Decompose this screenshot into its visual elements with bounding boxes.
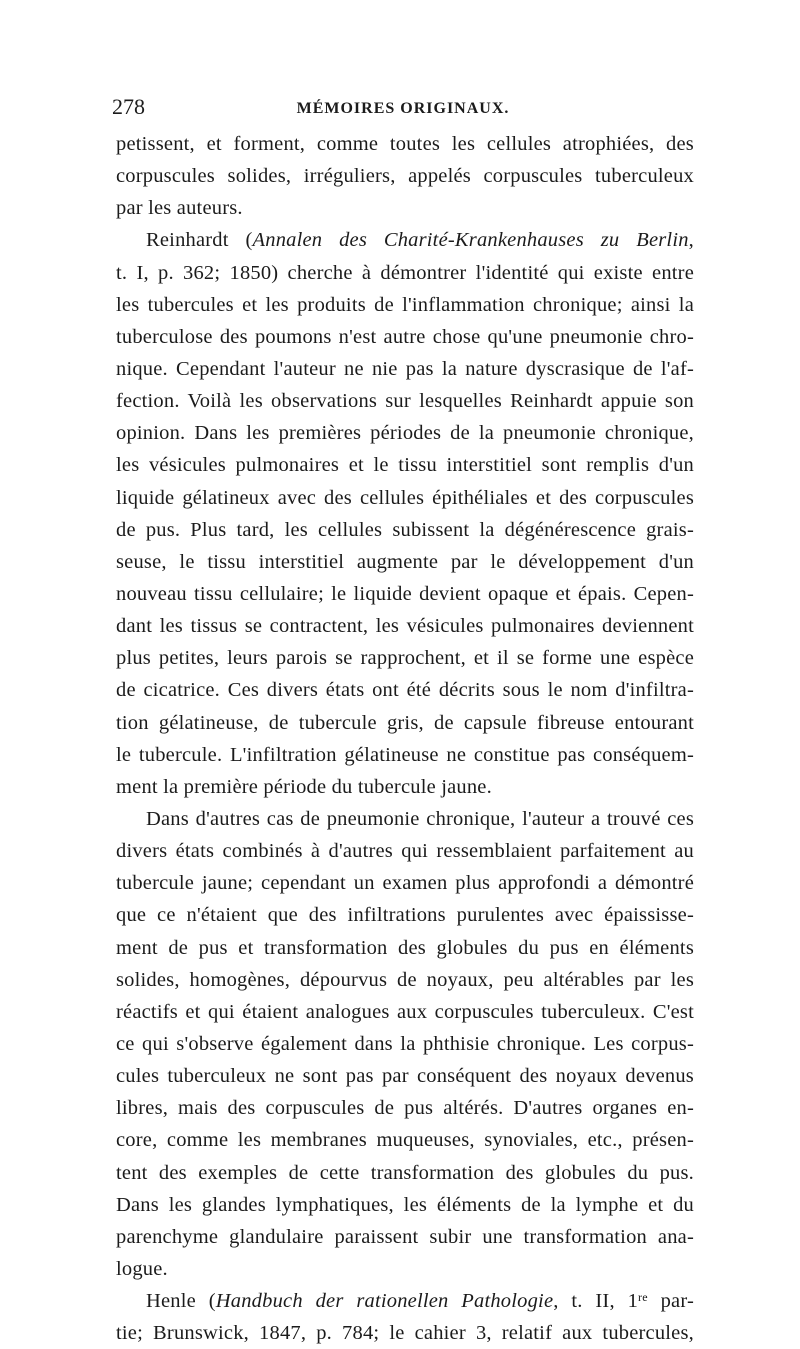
text-line xyxy=(116,739,694,771)
text-line xyxy=(116,835,694,867)
text-line xyxy=(116,1060,694,1092)
text-run: , xyxy=(688,229,694,252)
text-line xyxy=(116,289,694,321)
text-run: réactifs et qui étaient analogues aux corpuscules tuberculeux. C'est xyxy=(116,1000,694,1023)
text-line xyxy=(116,224,694,256)
text-run: de cicatrice. Ces divers états ont été décrits sous le nom d'infiltra- xyxy=(116,679,694,702)
text-run: tubercule jaune; cependant un examen plus approfondi a démontré xyxy=(116,872,694,895)
text-run: corpuscules solides, irréguliers, appelés corpuscules tuberculeux xyxy=(116,165,694,188)
page-number: 278 xyxy=(112,94,145,119)
text-line xyxy=(116,1221,694,1253)
text-line xyxy=(116,257,694,289)
text-line xyxy=(116,1028,694,1060)
page-header xyxy=(112,92,694,122)
text-line xyxy=(116,803,694,835)
text-line xyxy=(116,128,694,160)
text-line xyxy=(116,385,694,417)
text-run: par les auteurs. xyxy=(116,197,243,220)
text-run: nouveau tissu cellulaire; le liquide devient opaque et épais. Cepen- xyxy=(116,582,694,605)
text-run: tent des exemples de cette transformation des globules du pus. xyxy=(116,1161,694,1184)
text-run: plus petites, leurs parois se rapprochent, et il se forme une espèce xyxy=(116,647,694,670)
text-run: liquide gélatineux avec des cellules épithéliales et des corpuscules xyxy=(116,486,694,509)
running-head: MÉMOIRES ORIGINAUX. xyxy=(296,100,510,117)
text-line xyxy=(116,449,694,481)
text-run: nique. Cependant l'auteur ne nie pas la nature dyscrasique de l'af- xyxy=(116,357,694,380)
text-run: les vésicules pulmonaires et le tissu interstitiel sont remplis d'un xyxy=(116,454,694,477)
text-run: t. I, p. 362; 1850) cherche à démontrer l'identité qui existe entre xyxy=(116,261,694,284)
text-line xyxy=(116,964,694,996)
text-line xyxy=(116,1285,694,1317)
text-run: cules tuberculeux ne sont pas par conséquent des noyaux devenus xyxy=(116,1065,694,1088)
body-text xyxy=(116,128,694,1349)
text-run: logue. xyxy=(116,1257,168,1280)
text-run: parenchyme glandulaire paraissent subir une transformation ana- xyxy=(116,1225,694,1248)
text-line xyxy=(116,160,694,192)
text-run: le tubercule. L'infiltration gélatineuse ne constitue pas conséquem- xyxy=(116,743,694,766)
italic-text: Handbuch der rationellen Pathologie xyxy=(215,1290,554,1313)
text-run: solides, homogènes, dépourvus de noyaux, peu altérables par les xyxy=(116,968,694,991)
text-line xyxy=(116,1317,694,1349)
text-line xyxy=(116,996,694,1028)
text-line xyxy=(116,514,694,546)
text-run: opinion. Dans les premières périodes de la pneumonie chronique, xyxy=(116,422,694,445)
text-line xyxy=(116,482,694,514)
text-run: que ce n'étaient que des infiltrations purulentes avec épaississe- xyxy=(116,904,694,927)
text-line xyxy=(116,610,694,642)
text-run: fection. Voilà les observations sur lesquelles Reinhardt appuie son xyxy=(116,390,694,413)
text-run: libres, mais des corpuscules de pus altérés. D'autres organes en- xyxy=(116,1097,694,1120)
text-run: Dans d'autres cas de pneumonie chronique, l'auteur a trouvé ces xyxy=(146,807,694,830)
text-line xyxy=(116,1157,694,1189)
text-run: divers états combinés à d'autres qui ressemblaient parfaitement au xyxy=(116,840,694,863)
text-line xyxy=(116,353,694,385)
text-run: ment la première période du tubercule jaune. xyxy=(116,775,492,798)
text-run: ce qui s'observe également dans la phthisie chronique. Les corpus- xyxy=(116,1032,694,1055)
text-run: Henle ( xyxy=(146,1290,216,1313)
text-line xyxy=(116,1189,694,1221)
text-run: tie; Brunswick, 1847, p. 784; le cahier 3, relatif aux tubercules, xyxy=(116,1322,694,1345)
text-run: de pus. Plus tard, les cellules subissent la dégénérescence grais- xyxy=(116,518,694,541)
text-line xyxy=(116,932,694,964)
italic-text: Annalen des Charité-Krankenhauses zu Berlin xyxy=(252,229,689,252)
text-run: tuberculose des poumons n'est autre chose qu'une pneumonie chro- xyxy=(116,325,694,348)
text-run: , t. II, 1 xyxy=(553,1290,639,1313)
text-run: ment de pus et transformation des globules du pus en éléments xyxy=(116,936,694,959)
text-line xyxy=(116,642,694,674)
superscript: re xyxy=(638,1290,648,1305)
text-run: Reinhardt ( xyxy=(146,229,253,252)
text-run: par- xyxy=(647,1290,694,1313)
text-line xyxy=(116,707,694,739)
text-run: tion gélatineuse, de tubercule gris, de capsule fibreuse entourant xyxy=(116,711,694,734)
text-line xyxy=(116,578,694,610)
text-line xyxy=(116,1253,694,1285)
text-run: petissent, et forment, comme toutes les cellules atrophiées, des xyxy=(116,133,694,155)
text-line xyxy=(116,674,694,706)
text-line xyxy=(116,192,694,224)
text-run: les tubercules et les produits de l'inflammation chronique; ainsi la xyxy=(116,293,694,316)
text-run: core, comme les membranes muqueuses, synoviales, etc., présen- xyxy=(116,1129,694,1152)
text-run: dant les tissus se contractent, les vésicules pulmonaires deviennent xyxy=(116,615,694,638)
text-line xyxy=(116,771,694,803)
text-run: Dans les glandes lymphatiques, les éléments de la lymphe et du xyxy=(116,1193,694,1216)
text-line xyxy=(116,321,694,353)
text-run: seuse, le tissu interstitiel augmente par le développement d'un xyxy=(116,550,694,573)
text-line xyxy=(116,899,694,931)
text-line xyxy=(116,867,694,899)
text-line xyxy=(116,417,694,449)
text-line xyxy=(116,1092,694,1124)
text-line xyxy=(116,546,694,578)
text-line xyxy=(116,1124,694,1156)
